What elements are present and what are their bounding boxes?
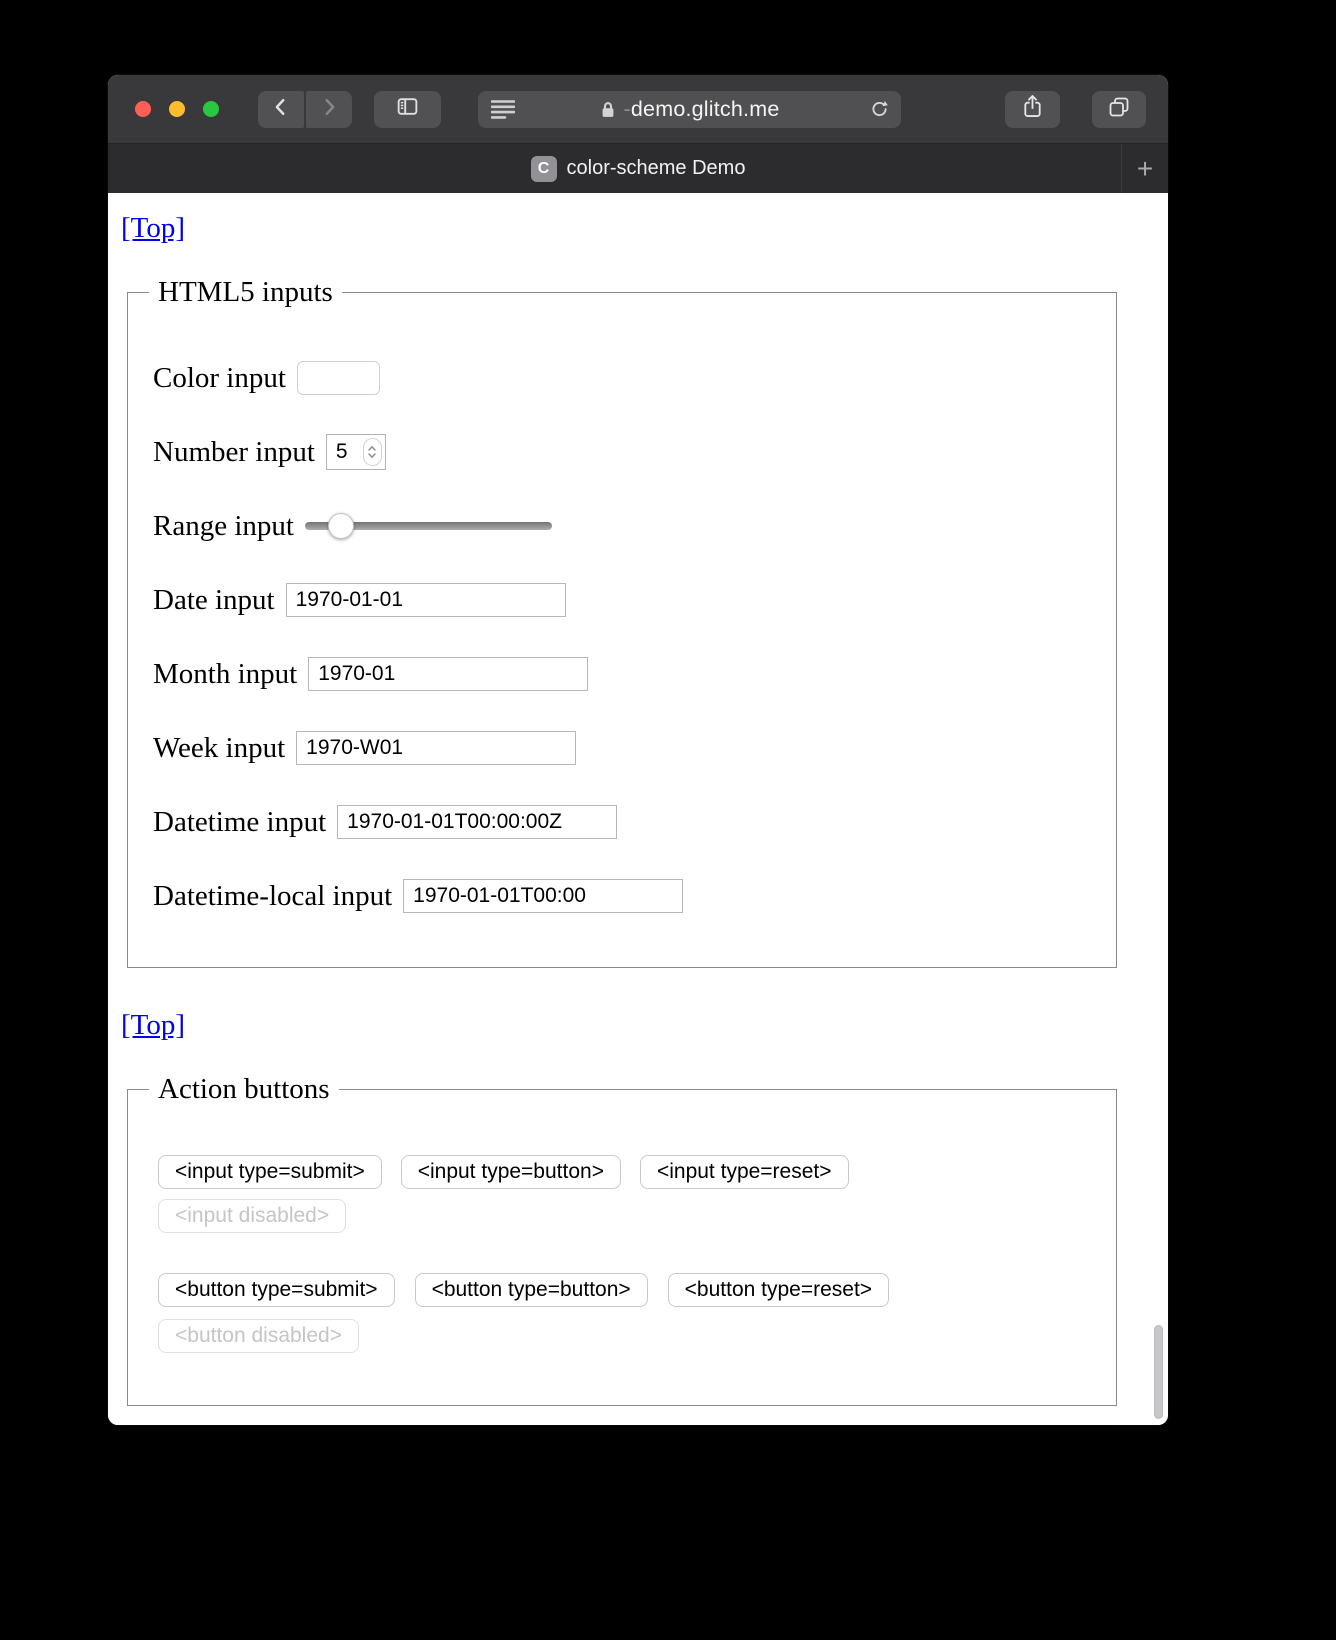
new-tab-button[interactable]: + (1136, 152, 1154, 184)
week-input[interactable]: 1970-W01 (296, 731, 576, 765)
fieldset-html5-inputs (127, 276, 1117, 968)
number-input-value: 5 (335, 440, 348, 463)
window-controls (135, 101, 219, 117)
tab-overview-button[interactable] (1092, 91, 1146, 128)
fieldset-legend: HTML5 inputs (149, 275, 342, 310)
top-link-1[interactable]: [Top] (121, 212, 186, 244)
forward-chevron-icon (318, 96, 340, 123)
button-buttons-row (158, 1273, 1116, 1307)
color-input-label: Color input (153, 361, 286, 394)
range-input[interactable] (305, 512, 552, 540)
month-input[interactable]: 1970-01 (308, 657, 588, 691)
vertical-scrollbar-thumb[interactable] (1154, 1325, 1163, 1419)
week-input-label: Week input (153, 731, 286, 764)
color-input[interactable] (297, 361, 380, 395)
back-button[interactable] (258, 91, 304, 128)
input-buttons-row (158, 1155, 1116, 1189)
input-button-button[interactable]: <input type=button> (401, 1155, 621, 1189)
datetime-local-input[interactable]: 1970-01-01T00:00 (403, 879, 683, 913)
forward-button[interactable] (306, 91, 352, 128)
range-input-label: Range input (153, 509, 294, 542)
lock-icon (600, 100, 616, 119)
input-reset-button[interactable]: <input type=reset> (640, 1155, 849, 1189)
zoom-window-button[interactable] (203, 101, 219, 117)
range-thumb[interactable] (328, 513, 354, 539)
datetime-local-input-row (153, 878, 1116, 914)
tab-favicon: C (531, 156, 557, 182)
datetime-local-input-label: Datetime-local input (153, 879, 393, 912)
close-window-button[interactable] (135, 101, 151, 117)
fieldset-action-buttons (127, 1073, 1117, 1406)
date-input-label: Date input (153, 583, 275, 616)
datetime-input-label: Datetime input (153, 805, 327, 838)
address-bar[interactable] (478, 91, 901, 128)
month-input-row (153, 656, 1116, 692)
button-button-button[interactable]: <button type=button> (415, 1273, 648, 1307)
sidebar-toggle-button[interactable] (374, 91, 441, 128)
week-input-row (153, 730, 1116, 766)
button-disabled-button: <button disabled> (158, 1319, 359, 1353)
sidebar-icon (395, 94, 420, 124)
stepper-chevrons-icon (366, 443, 378, 461)
number-input[interactable] (326, 434, 386, 470)
datetime-input[interactable]: 1970-01-01T00:00:00Z (337, 805, 617, 839)
share-button[interactable] (1005, 91, 1060, 128)
tab-overview-icon (1107, 95, 1131, 124)
nav-buttons (258, 91, 352, 128)
refresh-icon[interactable] (869, 99, 890, 120)
datetime-input-row (153, 804, 1116, 840)
top-link-2[interactable]: [Top] (121, 1009, 186, 1041)
input-submit-button[interactable]: <input type=submit> (158, 1155, 382, 1189)
share-icon (1021, 93, 1044, 125)
month-input-label: Month input (153, 657, 298, 690)
minimize-window-button[interactable] (169, 101, 185, 117)
number-input-row (153, 434, 1116, 470)
date-input-row (153, 582, 1116, 618)
tab-title: color-scheme Demo (566, 157, 746, 179)
browser-toolbar (108, 75, 1168, 143)
page-content (108, 193, 1168, 1425)
number-stepper[interactable] (363, 438, 382, 466)
fieldset-legend: Action buttons (149, 1072, 339, 1107)
active-tab[interactable] (531, 156, 746, 182)
button-submit-button[interactable]: <button type=submit> (158, 1273, 395, 1307)
input-disabled-button: <input disabled> (158, 1199, 346, 1233)
tab-bar (108, 143, 1168, 193)
button-disabled-row (158, 1319, 1116, 1353)
browser-window (108, 75, 1168, 1425)
back-chevron-icon (270, 96, 292, 123)
range-input-row (153, 508, 1116, 544)
date-input[interactable]: 1970-01-01 (286, 583, 566, 617)
color-input-row (153, 360, 1116, 396)
input-disabled-row (158, 1199, 1116, 1233)
number-input-label: Number input (153, 435, 315, 468)
button-reset-button[interactable]: <button type=reset> (668, 1273, 889, 1307)
address-text: -demo.glitch.me (623, 96, 780, 121)
